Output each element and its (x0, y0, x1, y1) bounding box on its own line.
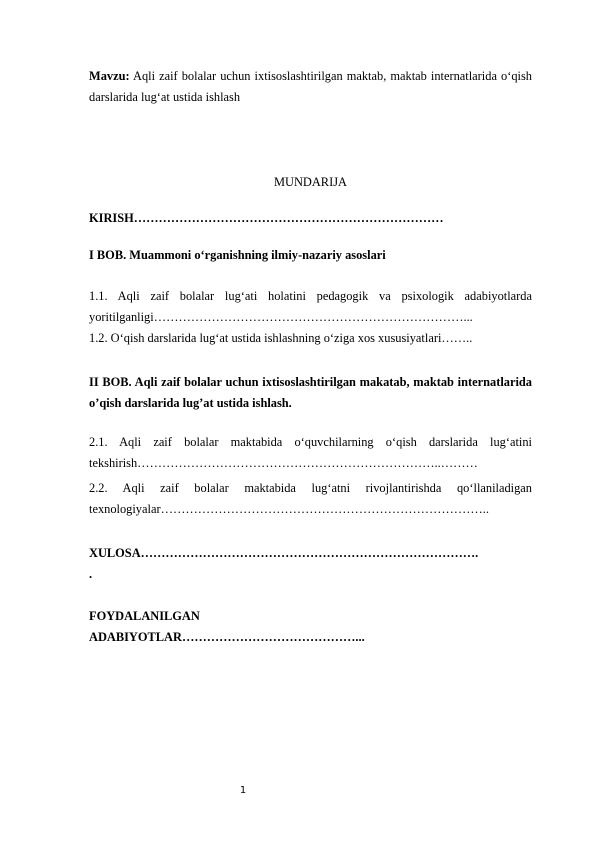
toc-section-1-1: 1.1. Aqli zaif bolalar lug‘ati holatini pedagogik va psixologik adabiyotlarda yoritilganligi…………………………………………………………………... (89, 289, 532, 324)
toc-chapter-1: I BOB. Muammoni o‘rganishning ilmiy-nazariy asoslari (89, 248, 386, 262)
toc-references-line-2: ADABIYOTLAR……………………………………... (89, 630, 365, 644)
topic-paragraph (89, 66, 532, 108)
toc-intro: KIRISH………………………………………………………………… (89, 211, 444, 225)
contents-title: MUNDARIJA (274, 175, 347, 189)
toc-section-1-2: 1.2. O‘qish darslarida lug‘at ustida ishlashning o‘ziga xos xususiyatlari…….. (89, 331, 473, 345)
toc-conclusion-continuation: . (89, 567, 93, 581)
page-number: 1 (239, 785, 247, 796)
topic-label: Mavzu: (89, 69, 130, 83)
toc-chapter-2: II BOB. Aqli zaif bolalar uchun ixtisoslashtirilgan makatab, maktab internatlarida o’qish darslarida lug’at ustida ishlash. (89, 375, 532, 410)
toc-conclusion: XULOSA………………………………………………………………………. (89, 546, 479, 560)
toc-section-2-2: 2.2. Aqli zaif bolalar maktabida lug‘atni rivojlantirishda qo‘llaniladigan texnologiyalar…………………………………………………………………….. (89, 481, 532, 516)
topic-text: Aqli zaif bolalar uchun ixtisoslashtirilgan maktab, maktab internatlarida o‘qish darslarida lug‘at ustida ishlash (89, 69, 532, 104)
toc-section-2-1: 2.1. Aqli zaif bolalar maktabida o‘quvchilarning o‘qish darslarida lug‘atini tekshirish………………………………………………………………..……… (89, 435, 532, 470)
toc-references-line-1: FOYDALANILGAN (89, 609, 200, 623)
